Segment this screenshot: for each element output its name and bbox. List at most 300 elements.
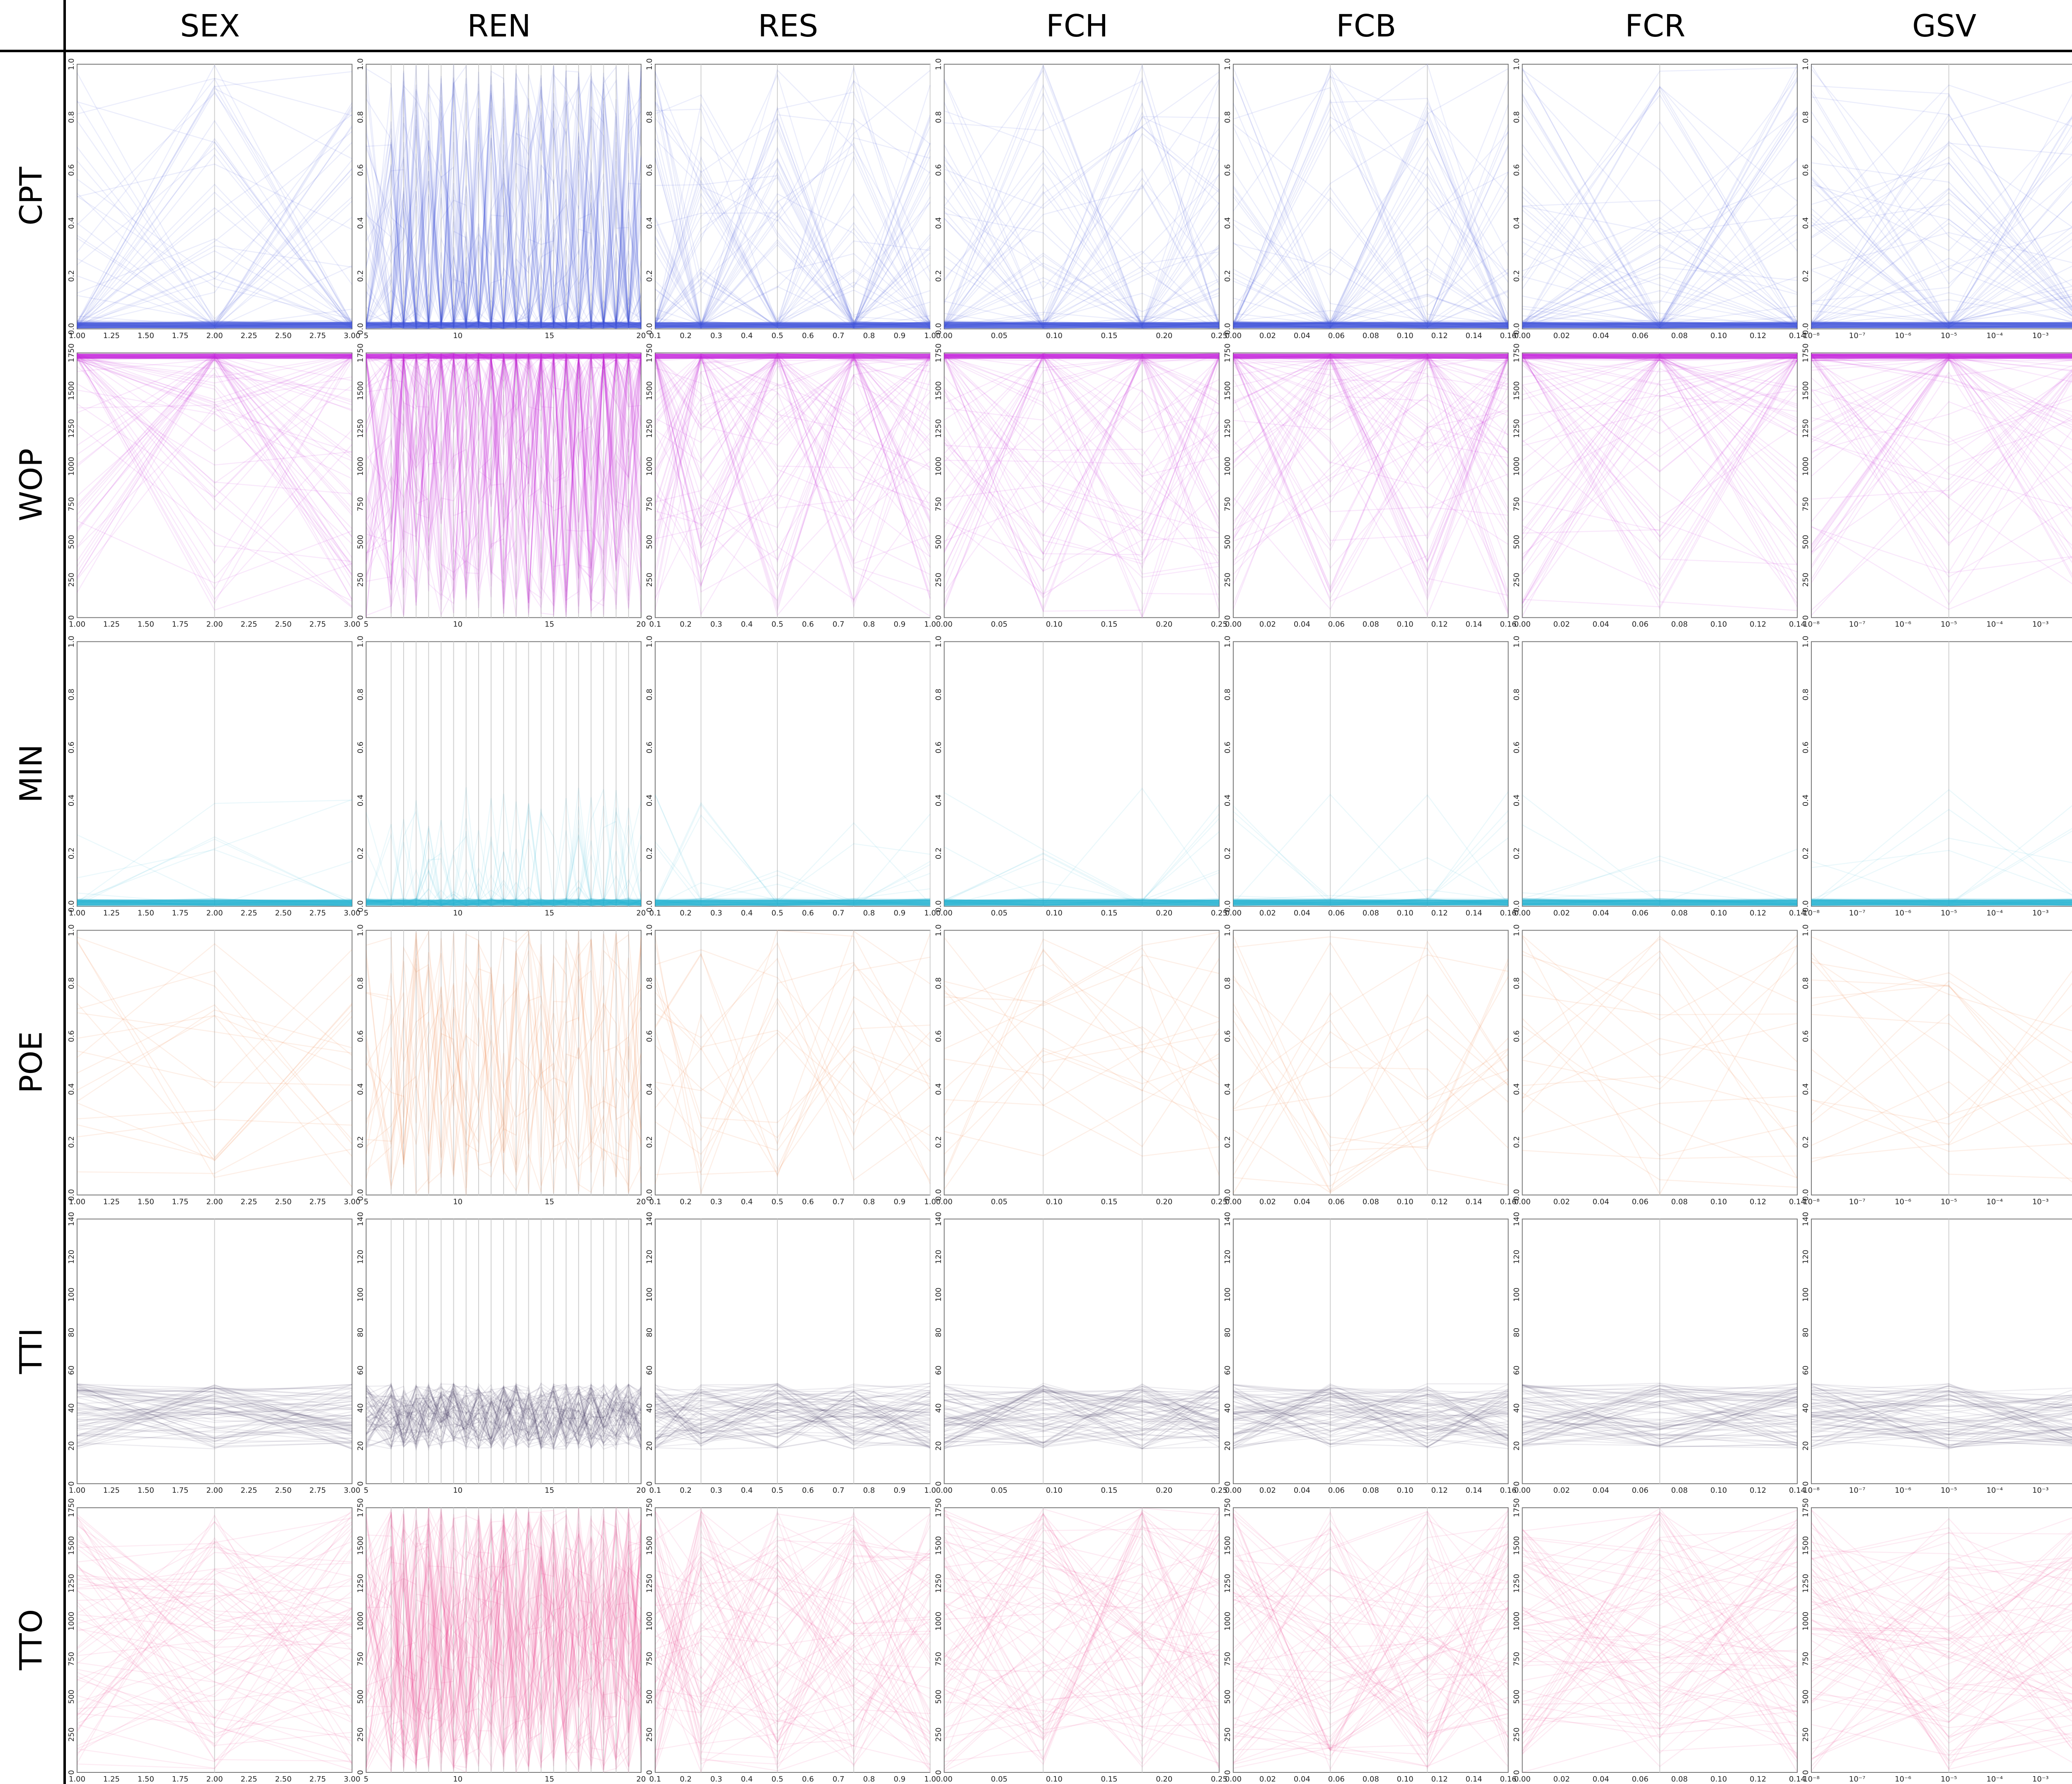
- y-tick-label: 500: [645, 534, 654, 549]
- panel-min-sex: [67, 636, 361, 917]
- y-tick-label: 1.0: [356, 924, 365, 936]
- x-tick-label: 0.9: [893, 620, 906, 629]
- y-tick-label: 0.0: [67, 900, 76, 912]
- y-tick-label: 0: [934, 615, 943, 620]
- y-tick-label: 1.0: [934, 58, 943, 70]
- x-tick-label: 0.00: [936, 1486, 953, 1495]
- y-tick-label: 0.0: [645, 900, 654, 912]
- x-tick-label: 0.06: [1631, 620, 1648, 629]
- y-tick-label: 750: [1512, 497, 1521, 512]
- panel-poe-sex: [67, 924, 361, 1206]
- x-tick-label: 0.08: [1362, 620, 1379, 629]
- x-tick-label: 10: [453, 620, 463, 629]
- y-tick-label: 0.4: [934, 1083, 943, 1095]
- x-tick-label: 3.00: [344, 1775, 361, 1784]
- y-tick-label: 250: [934, 573, 943, 587]
- x-tick-label: 0.04: [1593, 331, 1610, 340]
- x-tick-label: 3.00: [344, 1486, 361, 1495]
- panel-cpt-ren: [356, 58, 646, 340]
- x-tick-label: 0.16: [1500, 1775, 1517, 1784]
- y-tick-label: 250: [1801, 573, 1810, 587]
- y-tick-label: 250: [356, 573, 365, 587]
- y-tick-label: 0: [1223, 615, 1232, 620]
- y-tick-label: 80: [645, 1327, 654, 1337]
- x-tick-label: 2.50: [275, 620, 292, 629]
- panel-poe-fcr: [1513, 924, 1806, 1206]
- x-tick-label: 0.06: [1328, 620, 1345, 629]
- x-tick-label: 0.04: [1593, 620, 1610, 629]
- y-tick-label: 0.8: [934, 689, 943, 701]
- panel-wop-fch: [934, 343, 1228, 629]
- y-tick-label: 1000: [1801, 457, 1810, 476]
- x-tick-label: 0.25: [1210, 1486, 1228, 1495]
- x-tick-label: 0.2: [680, 620, 692, 629]
- x-tick-label: 10: [453, 1775, 463, 1784]
- y-tick-label: 140: [645, 1212, 654, 1226]
- y-tick-label: 60: [1801, 1365, 1810, 1375]
- dense-band: [77, 322, 352, 328]
- x-tick-label: 0.12: [1431, 1486, 1448, 1495]
- x-tick-label: 10⁻³: [2032, 620, 2049, 629]
- y-tick-label: 0.4: [1801, 217, 1810, 229]
- y-tick-label: 1.0: [934, 636, 943, 648]
- y-tick-label: 0.2: [1223, 1136, 1232, 1148]
- y-tick-label: 80: [934, 1327, 943, 1337]
- y-tick-label: 0.8: [1801, 111, 1810, 123]
- y-tick-label: 0.8: [356, 977, 365, 989]
- panel-poe-fch: [934, 924, 1228, 1206]
- x-tick-label: 0.20: [1156, 1775, 1173, 1784]
- x-tick-label: 1.75: [172, 1775, 189, 1784]
- y-tick-label: 0.0: [1801, 323, 1810, 335]
- y-tick-label: 0.2: [1223, 847, 1232, 860]
- x-tick-label: 1.25: [103, 620, 120, 629]
- x-tick-label: 10⁻⁸: [1803, 1197, 1820, 1206]
- x-tick-label: 1.25: [103, 909, 120, 918]
- y-tick-label: 1.0: [645, 58, 654, 70]
- x-tick-label: 10⁻⁷: [1849, 909, 1866, 918]
- plot-frame: [1811, 642, 2072, 907]
- x-tick-label: 0.02: [1553, 1197, 1570, 1206]
- x-tick-label: 10⁻⁶: [1895, 331, 1911, 340]
- x-tick-label: 0.00: [1225, 1486, 1242, 1495]
- y-tick-label: 1.0: [934, 924, 943, 936]
- y-tick-label: 0.6: [934, 741, 943, 754]
- y-tick-label: 40: [67, 1403, 76, 1413]
- x-tick-label: 0.04: [1293, 331, 1310, 340]
- x-tick-label: 10⁻⁵: [1940, 909, 1957, 918]
- x-tick-label: 0.12: [1431, 1775, 1448, 1784]
- y-tick-label: 100: [1512, 1287, 1521, 1302]
- x-tick-label: 10⁻⁴: [1986, 331, 2003, 340]
- y-tick-label: 500: [645, 1690, 654, 1704]
- x-tick-label: 0.3: [710, 331, 722, 340]
- y-tick-label: 1.0: [645, 924, 654, 936]
- y-tick-label: 120: [645, 1250, 654, 1264]
- y-tick-label: 80: [1512, 1327, 1521, 1337]
- row-header-tti: TTI: [13, 1328, 49, 1374]
- x-tick-label: 0.10: [1046, 1486, 1063, 1495]
- y-tick-label: 100: [67, 1287, 76, 1302]
- x-tick-label: 0.4: [741, 1775, 753, 1784]
- y-tick-label: 0.8: [934, 977, 943, 989]
- x-tick-label: 2.25: [240, 620, 257, 629]
- y-tick-label: 250: [1801, 1727, 1810, 1742]
- y-tick-label: 0.2: [645, 270, 654, 282]
- panel-min-gsv: [1801, 636, 2072, 917]
- x-tick-label: 1.00: [68, 1775, 86, 1784]
- y-tick-label: 0.4: [356, 794, 365, 807]
- panel-min-ren: [356, 636, 646, 917]
- y-tick-label: 0.4: [1223, 1083, 1232, 1095]
- y-tick-label: 0.6: [1512, 1030, 1521, 1042]
- y-tick-label: 120: [356, 1250, 365, 1264]
- panel-tto-fcb: [1223, 1498, 1517, 1784]
- panel-tti-sex: [67, 1212, 361, 1495]
- dense-band: [655, 900, 930, 906]
- y-tick-label: 1250: [1801, 1574, 1810, 1593]
- y-tick-label: 1000: [67, 1612, 76, 1631]
- x-tick-label: 0.6: [802, 1197, 814, 1206]
- dense-band: [1233, 900, 1508, 906]
- y-tick-label: 0.8: [645, 689, 654, 701]
- x-tick-label: 0.6: [802, 620, 814, 629]
- x-tick-label: 0.4: [741, 620, 753, 629]
- panel-wop-res: [645, 343, 936, 629]
- y-tick-label: 1250: [1512, 419, 1521, 438]
- x-tick-label: 0.20: [1156, 1197, 1173, 1206]
- y-tick-label: 0.4: [1512, 1083, 1521, 1095]
- x-tick-label: 0.12: [1750, 331, 1767, 340]
- y-tick-label: 40: [1223, 1403, 1232, 1413]
- x-tick-label: 0.00: [936, 1775, 953, 1784]
- x-tick-label: 0.9: [893, 1486, 906, 1495]
- y-tick-label: 0.0: [356, 323, 365, 335]
- y-tick-label: 0.4: [356, 217, 365, 229]
- y-tick-label: 20: [356, 1441, 365, 1451]
- y-tick-label: 120: [1223, 1250, 1232, 1264]
- y-tick-label: 20: [1512, 1441, 1521, 1451]
- x-tick-label: 2.25: [240, 1486, 257, 1495]
- x-tick-label: 0.2: [680, 1486, 692, 1495]
- x-tick-label: 5: [363, 1775, 369, 1784]
- x-tick-label: 2.75: [309, 909, 326, 918]
- dense-band: [1523, 900, 1798, 906]
- y-tick-label: 0.8: [645, 977, 654, 989]
- x-tick-label: 0.16: [1500, 1486, 1517, 1495]
- x-tick-label: 15: [545, 1775, 554, 1784]
- x-tick-label: 0.02: [1259, 331, 1276, 340]
- column-header-fcr: FCR: [1625, 8, 1686, 44]
- y-tick-label: 0.0: [645, 1189, 654, 1201]
- y-tick-label: 1750: [67, 1498, 76, 1518]
- y-tick-label: 1250: [356, 419, 365, 438]
- y-tick-label: 0: [645, 1481, 654, 1486]
- y-tick-label: 1.0: [645, 636, 654, 648]
- x-tick-label: 0.10: [1046, 909, 1063, 918]
- y-tick-label: 500: [1512, 534, 1521, 549]
- x-tick-label: 2.25: [240, 1197, 257, 1206]
- y-tick-label: 0.4: [934, 794, 943, 807]
- y-tick-label: 0.8: [1512, 111, 1521, 123]
- x-tick-label: 0.20: [1156, 909, 1173, 918]
- y-tick-label: 1000: [1512, 1612, 1521, 1631]
- y-tick-label: 0.0: [934, 1189, 943, 1201]
- y-tick-label: 1750: [356, 1498, 365, 1518]
- y-tick-label: 0.8: [1512, 689, 1521, 701]
- x-tick-label: 0.06: [1631, 1486, 1648, 1495]
- x-tick-label: 2.50: [275, 909, 292, 918]
- x-tick-label: 2.50: [275, 1775, 292, 1784]
- y-tick-label: 750: [67, 1652, 76, 1666]
- x-tick-label: 0.7: [833, 1197, 845, 1206]
- x-tick-label: 0.02: [1259, 1775, 1276, 1784]
- y-tick-label: 1.0: [67, 636, 76, 648]
- x-tick-label: 0.8: [863, 909, 875, 918]
- y-tick-label: 0.6: [1223, 1030, 1232, 1042]
- y-tick-label: 1.0: [1801, 924, 1810, 936]
- y-tick-label: 0.0: [67, 323, 76, 335]
- y-tick-label: 0: [356, 615, 365, 620]
- x-tick-label: 0.05: [991, 331, 1008, 340]
- dense-band: [366, 322, 641, 328]
- y-tick-label: 100: [1223, 1287, 1232, 1302]
- panel-tti-res: [645, 1212, 936, 1495]
- y-tick-label: 1500: [1801, 1536, 1810, 1555]
- y-tick-label: 1.0: [356, 636, 365, 648]
- y-tick-label: 1000: [356, 1612, 365, 1631]
- y-tick-label: 1.0: [1223, 58, 1232, 70]
- y-tick-label: 0.6: [1512, 164, 1521, 176]
- panel-poe-res: [645, 924, 936, 1206]
- y-tick-label: 60: [645, 1365, 654, 1375]
- y-tick-label: 0.6: [356, 1030, 365, 1042]
- y-tick-label: 140: [934, 1212, 943, 1226]
- x-tick-label: 0.16: [1500, 620, 1517, 629]
- x-tick-label: 1.50: [137, 620, 154, 629]
- y-tick-label: 1500: [1801, 381, 1810, 401]
- panel-cpt-res: [645, 58, 936, 340]
- x-tick-label: 0.00: [1225, 1197, 1242, 1206]
- x-tick-label: 0.2: [680, 331, 692, 340]
- y-tick-label: 500: [1801, 534, 1810, 549]
- y-tick-label: 1750: [645, 1498, 654, 1518]
- y-tick-label: 0.6: [67, 164, 76, 176]
- y-tick-label: 1500: [356, 1536, 365, 1555]
- x-tick-label: 0.00: [1225, 620, 1242, 629]
- x-tick-label: 2.75: [309, 1486, 326, 1495]
- x-tick-label: 0.6: [802, 331, 814, 340]
- x-tick-label: 0.25: [1210, 620, 1228, 629]
- x-tick-label: 0.8: [863, 620, 875, 629]
- y-tick-label: 250: [356, 1727, 365, 1742]
- x-tick-label: 3.00: [344, 620, 361, 629]
- y-tick-label: 140: [1512, 1212, 1521, 1226]
- x-tick-label: 10⁻³: [2032, 1197, 2049, 1206]
- x-tick-label: 0.06: [1631, 909, 1648, 918]
- row-header-poe: POE: [13, 1031, 49, 1093]
- y-tick-label: 0.8: [1512, 977, 1521, 989]
- y-tick-label: 0: [1801, 615, 1810, 620]
- x-tick-label: 1.00: [68, 1197, 86, 1206]
- x-tick-label: 0.5: [771, 1775, 784, 1784]
- column-header-gsv: GSV: [1912, 8, 1977, 44]
- y-tick-label: 0.8: [1223, 689, 1232, 701]
- dense-band: [77, 354, 352, 359]
- x-tick-label: 0.14: [1789, 1486, 1806, 1495]
- x-tick-label: 1.0: [924, 1775, 936, 1784]
- panel-tto-fcr: [1513, 1498, 1806, 1784]
- x-tick-label: 0.08: [1362, 331, 1379, 340]
- x-tick-label: 0.00: [936, 331, 953, 340]
- y-tick-label: 0: [67, 615, 76, 620]
- x-tick-label: 0.04: [1293, 1197, 1310, 1206]
- y-tick-label: 120: [67, 1250, 76, 1264]
- x-tick-label: 0.25: [1210, 1775, 1228, 1784]
- y-tick-label: 750: [934, 1652, 943, 1666]
- y-tick-label: 0.0: [1801, 1189, 1810, 1201]
- x-tick-label: 0.16: [1500, 1197, 1517, 1206]
- y-tick-label: 0.4: [1801, 1083, 1810, 1095]
- x-tick-label: 20: [636, 1486, 646, 1495]
- x-tick-label: 2.25: [240, 1775, 257, 1784]
- panel-poe-gsv: [1801, 924, 2072, 1206]
- x-tick-label: 2.75: [309, 1775, 326, 1784]
- x-tick-label: 0.15: [1101, 909, 1118, 918]
- y-tick-label: 1.0: [1512, 924, 1521, 936]
- y-tick-label: 1250: [934, 1574, 943, 1593]
- x-tick-label: 0.10: [1710, 1775, 1727, 1784]
- y-tick-label: 1000: [1801, 1612, 1810, 1631]
- x-tick-label: 0.3: [710, 1197, 722, 1206]
- y-tick-label: 0.6: [356, 164, 365, 176]
- y-tick-label: 1750: [1512, 343, 1521, 363]
- y-tick-label: 500: [67, 534, 76, 549]
- y-tick-label: 0.2: [1801, 847, 1810, 860]
- panel-wop-fcr: [1513, 343, 1806, 629]
- y-tick-label: 0: [934, 1481, 943, 1486]
- dense-band: [77, 900, 352, 906]
- x-tick-label: 0.12: [1431, 909, 1448, 918]
- x-tick-label: 1.75: [172, 1197, 189, 1206]
- x-tick-label: 0.4: [741, 1197, 753, 1206]
- row-header-min: MIN: [13, 744, 49, 803]
- y-tick-label: 0.4: [1512, 794, 1521, 807]
- x-tick-label: 10⁻⁴: [1986, 620, 2003, 629]
- y-tick-label: 0: [67, 1770, 76, 1775]
- y-tick-label: 250: [1512, 1727, 1521, 1742]
- y-tick-label: 1750: [1801, 1498, 1810, 1518]
- x-tick-label: 0.6: [802, 1486, 814, 1495]
- y-tick-label: 0.6: [356, 741, 365, 754]
- x-tick-label: 0.12: [1750, 909, 1767, 918]
- x-tick-label: 0.14: [1789, 620, 1806, 629]
- x-tick-label: 5: [363, 1197, 369, 1206]
- y-tick-label: 1250: [1512, 1574, 1521, 1593]
- y-tick-label: 1000: [645, 457, 654, 476]
- x-tick-label: 0.00: [1225, 909, 1242, 918]
- panel-tti-fch: [934, 1212, 1228, 1495]
- dense-band: [1523, 354, 1798, 359]
- x-tick-label: 0.2: [680, 1197, 692, 1206]
- y-tick-label: 0.6: [934, 164, 943, 176]
- panel-tti-fcb: [1223, 1212, 1517, 1495]
- x-tick-label: 0.14: [1465, 1486, 1482, 1495]
- y-tick-label: 1750: [645, 343, 654, 363]
- y-tick-label: 500: [356, 1690, 365, 1704]
- x-tick-label: 0.00: [1514, 331, 1531, 340]
- y-tick-label: 0.2: [1801, 270, 1810, 282]
- y-tick-label: 1250: [67, 1574, 76, 1593]
- y-tick-label: 0.4: [1223, 217, 1232, 229]
- y-tick-label: 750: [645, 497, 654, 512]
- x-tick-label: 10⁻³: [2032, 909, 2049, 918]
- x-tick-label: 2.00: [206, 1197, 223, 1206]
- x-tick-label: 10⁻⁷: [1849, 1197, 1866, 1206]
- x-tick-label: 2.00: [206, 1775, 223, 1784]
- x-tick-label: 0.05: [991, 1775, 1008, 1784]
- y-tick-label: 750: [1223, 497, 1232, 512]
- x-tick-label: 1.25: [103, 1486, 120, 1495]
- y-tick-label: 0: [645, 615, 654, 620]
- y-tick-label: 0.0: [1512, 323, 1521, 335]
- x-tick-label: 0.00: [1514, 909, 1531, 918]
- panel-tto-res: [645, 1498, 936, 1784]
- x-tick-label: 0.04: [1593, 909, 1610, 918]
- x-tick-label: 0.5: [771, 909, 784, 918]
- x-tick-label: 0.10: [1710, 909, 1727, 918]
- y-tick-label: 0.0: [67, 1189, 76, 1201]
- panel-cpt-fch: [934, 58, 1228, 340]
- x-tick-label: 0.08: [1362, 1197, 1379, 1206]
- y-tick-label: 1.0: [1801, 58, 1810, 70]
- x-tick-label: 0.14: [1465, 331, 1482, 340]
- panel-min-fch: [934, 636, 1228, 917]
- x-tick-label: 10⁻⁵: [1940, 1775, 1957, 1784]
- y-tick-label: 750: [645, 1652, 654, 1666]
- x-tick-label: 10⁻⁵: [1940, 620, 1957, 629]
- y-tick-label: 250: [934, 1727, 943, 1742]
- x-tick-label: 0.04: [1293, 909, 1310, 918]
- x-tick-label: 0.15: [1101, 620, 1118, 629]
- y-tick-label: 0.4: [1801, 794, 1810, 807]
- y-tick-label: 0.8: [1801, 689, 1810, 701]
- x-tick-label: 0.10: [1397, 1197, 1414, 1206]
- x-tick-label: 0.25: [1210, 1197, 1228, 1206]
- y-tick-label: 250: [1223, 573, 1232, 587]
- y-tick-label: 0.8: [645, 111, 654, 123]
- panel-wop-fcb: [1223, 343, 1517, 629]
- y-tick-label: 40: [934, 1403, 943, 1413]
- x-tick-label: 0.12: [1750, 1486, 1767, 1495]
- x-tick-label: 1.0: [924, 909, 936, 918]
- y-tick-label: 40: [1512, 1403, 1521, 1413]
- x-tick-label: 3.00: [344, 909, 361, 918]
- x-tick-label: 0.02: [1553, 1775, 1570, 1784]
- x-tick-label: 0.02: [1553, 909, 1570, 918]
- x-tick-label: 1.50: [137, 909, 154, 918]
- y-tick-label: 0.0: [1512, 1189, 1521, 1201]
- x-tick-label: 10⁻⁶: [1895, 1775, 1911, 1784]
- y-tick-label: 1000: [645, 1612, 654, 1631]
- y-tick-label: 1500: [1223, 381, 1232, 401]
- y-tick-label: 1000: [934, 1612, 943, 1631]
- y-tick-label: 0.6: [645, 1030, 654, 1042]
- y-tick-label: 1250: [645, 419, 654, 438]
- x-tick-label: 0.05: [991, 620, 1008, 629]
- x-tick-label: 0.20: [1156, 620, 1173, 629]
- x-tick-label: 0.1: [649, 1775, 661, 1784]
